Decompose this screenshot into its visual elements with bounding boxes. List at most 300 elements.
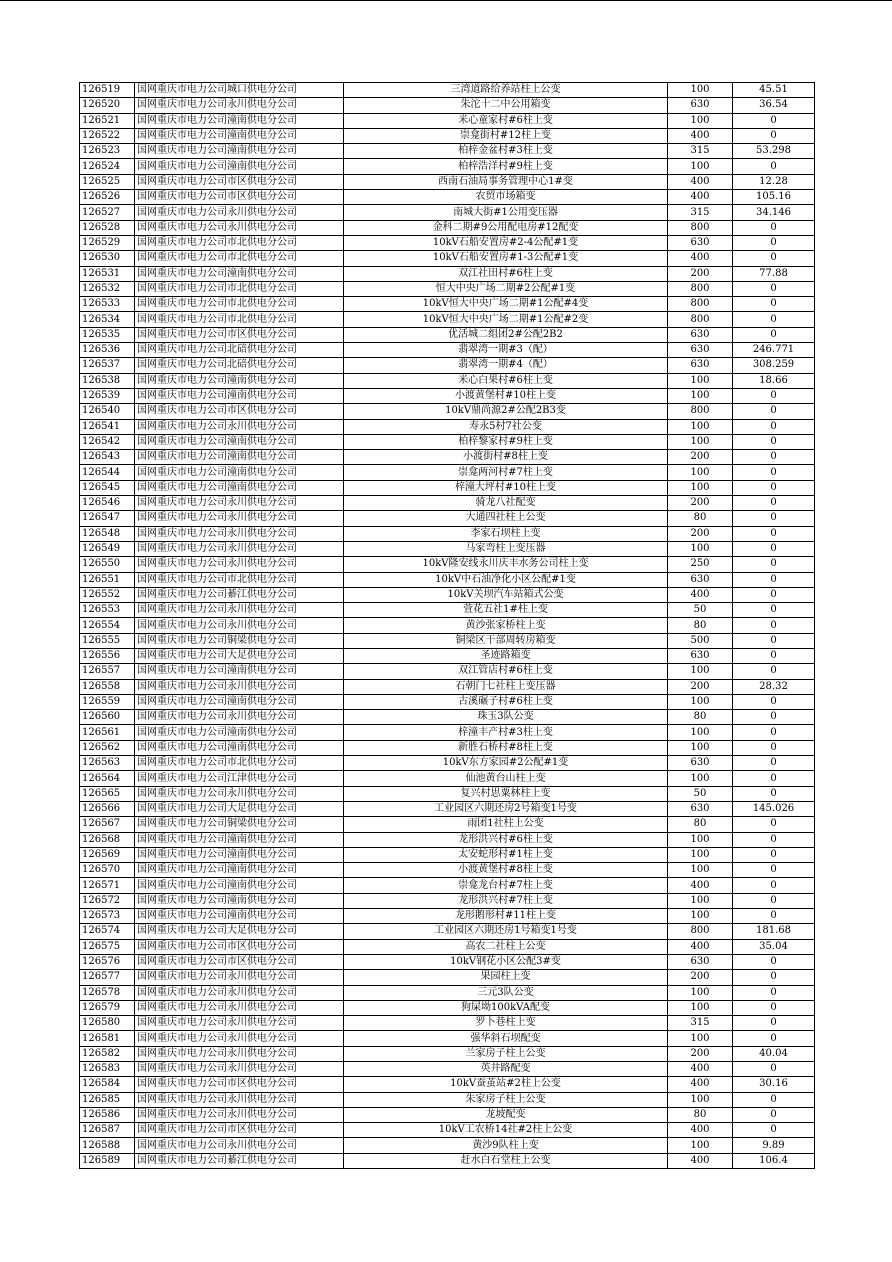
table-row: [80, 480, 815, 495]
table-row: [80, 83, 815, 98]
company-cell: 国网重庆市电力公司永川供电分公司: [135, 679, 344, 694]
company-cell: 国网重庆市电力公司潼南供电分公司: [135, 863, 344, 878]
load-cell: 105.16: [733, 190, 815, 205]
capacity-cell: 630: [668, 358, 733, 373]
company-cell: 国网重庆市电力公司市区供电分公司: [135, 190, 344, 205]
transformer-name-cell: 10kV关坝汽车站箱式公变: [344, 587, 668, 602]
row-id-cell: 126558: [80, 679, 135, 694]
table-row: [80, 832, 815, 847]
table-row: [80, 970, 815, 985]
company-cell: 国网重庆市电力公司大足供电分公司: [135, 924, 344, 939]
company-cell: 国网重庆市电力公司市区供电分公司: [135, 939, 344, 954]
capacity-cell: 100: [668, 985, 733, 1000]
load-cell: 0: [733, 954, 815, 969]
row-id-cell: 126528: [80, 220, 135, 235]
table-row: [80, 541, 815, 556]
table-row: [80, 633, 815, 648]
row-id-cell: 126527: [80, 205, 135, 220]
company-cell: 国网重庆市电力公司江津供电分公司: [135, 771, 344, 786]
table-row: [80, 557, 815, 572]
table-row: [80, 113, 815, 128]
load-cell: 0: [733, 740, 815, 755]
company-cell: 国网重庆市电力公司潼南供电分公司: [135, 909, 344, 924]
company-cell: 国网重庆市电力公司永川供电分公司: [135, 710, 344, 725]
table-row: [80, 924, 815, 939]
load-cell: 0: [733, 648, 815, 663]
company-cell: 国网重庆市电力公司潼南供电分公司: [135, 450, 344, 465]
capacity-cell: 200: [668, 1046, 733, 1061]
row-id-cell: 126521: [80, 113, 135, 128]
load-cell: 0: [733, 541, 815, 556]
row-id-cell: 126586: [80, 1107, 135, 1122]
transformer-name-cell: 恒大中央广场二期#2公配#1变: [344, 281, 668, 296]
company-cell: 国网重庆市电力公司市区供电分公司: [135, 1077, 344, 1092]
row-id-cell: 126541: [80, 419, 135, 434]
row-id-cell: 126589: [80, 1153, 135, 1168]
company-cell: 国网重庆市电力公司潼南供电分公司: [135, 266, 344, 281]
row-id-cell: 126547: [80, 511, 135, 526]
row-id-cell: 126538: [80, 373, 135, 388]
transformer-name-cell: 翡翠湾一期#3（配）: [344, 343, 668, 358]
page-top-rule: [0, 0, 892, 1]
load-cell: 0: [733, 633, 815, 648]
capacity-cell: 315: [668, 205, 733, 220]
company-cell: 国网重庆市电力公司城口供电分公司: [135, 83, 344, 98]
table-row: [80, 235, 815, 250]
transformer-name-cell: 10kV恒大中央广场二期#1公配#4变: [344, 297, 668, 312]
load-cell: 40.04: [733, 1046, 815, 1061]
capacity-cell: 400: [668, 1153, 733, 1168]
row-id-cell: 126526: [80, 190, 135, 205]
load-cell: 0: [733, 664, 815, 679]
capacity-cell: 400: [668, 128, 733, 143]
capacity-cell: 100: [668, 832, 733, 847]
row-id-cell: 126524: [80, 159, 135, 174]
table-row: [80, 710, 815, 725]
company-cell: 国网重庆市电力公司铜梁供电分公司: [135, 633, 344, 648]
company-cell: 国网重庆市电力公司潼南供电分公司: [135, 144, 344, 159]
company-cell: 国网重庆市电力公司市北供电分公司: [135, 756, 344, 771]
load-cell: 36.54: [733, 98, 815, 113]
transformer-name-cell: 翡翠湾一期#4（配）: [344, 358, 668, 373]
load-cell: 0: [733, 480, 815, 495]
capacity-cell: 200: [668, 679, 733, 694]
table-row: [80, 1077, 815, 1092]
transformer-name-cell: 龙形洪兴村#7柱上变: [344, 893, 668, 908]
load-cell: 0: [733, 909, 815, 924]
load-cell: 0: [733, 281, 815, 296]
table-row: [80, 648, 815, 663]
row-id-cell: 126575: [80, 939, 135, 954]
load-cell: 77.88: [733, 266, 815, 281]
capacity-cell: 100: [668, 1138, 733, 1153]
transformer-name-cell: 龙坡配变: [344, 1107, 668, 1122]
capacity-cell: 500: [668, 633, 733, 648]
transformer-name-cell: 黄沙9队柱上变: [344, 1138, 668, 1153]
capacity-cell: 100: [668, 113, 733, 128]
company-cell: 国网重庆市电力公司永川供电分公司: [135, 985, 344, 1000]
table-row: [80, 572, 815, 587]
load-cell: 0: [733, 450, 815, 465]
load-cell: 12.28: [733, 174, 815, 189]
capacity-cell: 630: [668, 756, 733, 771]
company-cell: 国网重庆市电力公司大足供电分公司: [135, 801, 344, 816]
table-row: [80, 220, 815, 235]
table-row: [80, 1123, 815, 1138]
row-id-cell: 126536: [80, 343, 135, 358]
load-cell: 0: [733, 388, 815, 403]
company-cell: 国网重庆市电力公司永川供电分公司: [135, 98, 344, 113]
transformer-name-cell: 仙池黄台山柱上变: [344, 771, 668, 786]
transformer-name-cell: 优活城二组团2#公配2B2: [344, 327, 668, 342]
capacity-cell: 100: [668, 694, 733, 709]
table-row: [80, 725, 815, 740]
capacity-cell: 250: [668, 557, 733, 572]
transformer-name-cell: 10kV东方家园#2公配#1变: [344, 756, 668, 771]
load-cell: 0: [733, 970, 815, 985]
transformer-name-cell: 三元3队公变: [344, 985, 668, 1000]
capacity-cell: 315: [668, 1016, 733, 1031]
table-row: [80, 511, 815, 526]
row-id-cell: 126567: [80, 817, 135, 832]
transformer-name-cell: 强华斜石坝配变: [344, 1031, 668, 1046]
capacity-cell: 400: [668, 1123, 733, 1138]
load-cell: 0: [733, 694, 815, 709]
row-id-cell: 126543: [80, 450, 135, 465]
load-cell: 18.66: [733, 373, 815, 388]
company-cell: 国网重庆市电力公司北碚供电分公司: [135, 358, 344, 373]
capacity-cell: 200: [668, 266, 733, 281]
load-cell: 0: [733, 618, 815, 633]
capacity-cell: 100: [668, 740, 733, 755]
row-id-cell: 126582: [80, 1046, 135, 1061]
transformer-name-cell: 李家石坝柱上变: [344, 526, 668, 541]
load-cell: 0: [733, 832, 815, 847]
table-row: [80, 909, 815, 924]
capacity-cell: 400: [668, 174, 733, 189]
transformer-name-cell: 工业园区六期还房1号箱变1号变: [344, 924, 668, 939]
capacity-cell: 400: [668, 190, 733, 205]
transformer-name-cell: 小渡街村#8柱上变: [344, 450, 668, 465]
table-row: [80, 694, 815, 709]
capacity-cell: 630: [668, 954, 733, 969]
load-cell: 0: [733, 419, 815, 434]
company-cell: 国网重庆市电力公司市北供电分公司: [135, 297, 344, 312]
transformer-name-cell: 寿永5村7社公变: [344, 419, 668, 434]
table-row: [80, 863, 815, 878]
row-id-cell: 126532: [80, 281, 135, 296]
row-id-cell: 126562: [80, 740, 135, 755]
capacity-cell: 200: [668, 526, 733, 541]
company-cell: 国网重庆市电力公司市区供电分公司: [135, 1123, 344, 1138]
row-id-cell: 126534: [80, 312, 135, 327]
row-id-cell: 126581: [80, 1031, 135, 1046]
transformer-name-cell: 10kV工农桥14社#2柱上公变: [344, 1123, 668, 1138]
row-id-cell: 126568: [80, 832, 135, 847]
capacity-cell: 200: [668, 450, 733, 465]
row-id-cell: 126553: [80, 603, 135, 618]
table-row: [80, 756, 815, 771]
load-cell: 0: [733, 817, 815, 832]
load-cell: 0: [733, 771, 815, 786]
capacity-cell: 800: [668, 297, 733, 312]
capacity-cell: 800: [668, 281, 733, 296]
load-cell: 35.04: [733, 939, 815, 954]
row-id-cell: 126560: [80, 710, 135, 725]
transformer-name-cell: 太安蛇形村#1柱上变: [344, 847, 668, 862]
transformer-name-cell: 10kV石船安置房#2-4公配#1变: [344, 235, 668, 250]
row-id-cell: 126550: [80, 557, 135, 572]
transformer-name-cell: 柏梓金盆村#3柱上变: [344, 144, 668, 159]
company-cell: 国网重庆市电力公司永川供电分公司: [135, 511, 344, 526]
table-row: [80, 450, 815, 465]
capacity-cell: 400: [668, 1062, 733, 1077]
row-id-cell: 126573: [80, 909, 135, 924]
load-cell: 28.32: [733, 679, 815, 694]
row-id-cell: 126587: [80, 1123, 135, 1138]
capacity-cell: 400: [668, 251, 733, 266]
company-cell: 国网重庆市电力公司永川供电分公司: [135, 205, 344, 220]
table-row: [80, 893, 815, 908]
transformer-name-cell: 农贸市场箱变: [344, 190, 668, 205]
transformer-name-cell: 英井路配变: [344, 1062, 668, 1077]
table-row: [80, 190, 815, 205]
transformer-name-cell: 崇龛两河村#7柱上变: [344, 465, 668, 480]
load-cell: 0: [733, 587, 815, 602]
load-cell: 0: [733, 312, 815, 327]
capacity-cell: 200: [668, 970, 733, 985]
capacity-cell: 100: [668, 1000, 733, 1015]
company-cell: 国网重庆市电力公司永川供电分公司: [135, 1138, 344, 1153]
table-row: [80, 1138, 815, 1153]
load-cell: 0: [733, 756, 815, 771]
table-row: [80, 1153, 815, 1168]
table-row: [80, 465, 815, 480]
capacity-cell: 100: [668, 725, 733, 740]
transformer-name-cell: 马家弯柱上变压器: [344, 541, 668, 556]
transformer-name-cell: 狗屎坳100kVA配变: [344, 1000, 668, 1015]
row-id-cell: 126548: [80, 526, 135, 541]
load-cell: 0: [733, 1062, 815, 1077]
transformer-name-cell: 兰家房子柱上公变: [344, 1046, 668, 1061]
row-id-cell: 126544: [80, 465, 135, 480]
row-id-cell: 126552: [80, 587, 135, 602]
capacity-cell: 630: [668, 648, 733, 663]
load-cell: 30.16: [733, 1077, 815, 1092]
table-row: [80, 1092, 815, 1107]
load-cell: 0: [733, 1016, 815, 1031]
table-row: [80, 404, 815, 419]
transformer-name-cell: 金科二期#9公用配电房#12配变: [344, 220, 668, 235]
row-id-cell: 126542: [80, 434, 135, 449]
table-row: [80, 327, 815, 342]
transformer-name-cell: 工业园区六期还房2号箱变1号变: [344, 801, 668, 816]
capacity-cell: 100: [668, 541, 733, 556]
transformer-name-cell: 小渡黄堡村#8柱上变: [344, 863, 668, 878]
capacity-cell: 80: [668, 1107, 733, 1122]
company-cell: 国网重庆市电力公司市北供电分公司: [135, 251, 344, 266]
capacity-cell: 630: [668, 235, 733, 250]
capacity-cell: 100: [668, 83, 733, 98]
table-row: [80, 618, 815, 633]
transformer-name-cell: 柏梓浩洋村#9柱上变: [344, 159, 668, 174]
company-cell: 国网重庆市电力公司潼南供电分公司: [135, 740, 344, 755]
row-id-cell: 126530: [80, 251, 135, 266]
load-cell: 0: [733, 572, 815, 587]
capacity-cell: 400: [668, 1077, 733, 1092]
transformer-name-cell: 双江社田村#6柱上变: [344, 266, 668, 281]
table-row: [80, 847, 815, 862]
transformer-name-cell: 10kV恒大中央广场二期#1公配#2变: [344, 312, 668, 327]
transformer-name-cell: 龙形洪兴村#6柱上变: [344, 832, 668, 847]
company-cell: 国网重庆市电力公司潼南供电分公司: [135, 159, 344, 174]
transformer-name-cell: 骑龙八社配变: [344, 496, 668, 511]
capacity-cell: 100: [668, 909, 733, 924]
company-cell: 国网重庆市电力公司市北供电分公司: [135, 572, 344, 587]
load-cell: 0: [733, 251, 815, 266]
row-id-cell: 126556: [80, 648, 135, 663]
company-cell: 国网重庆市电力公司綦江供电分公司: [135, 587, 344, 602]
transformer-name-cell: 崇龛街村#12柱上变: [344, 128, 668, 143]
company-cell: 国网重庆市电力公司潼南供电分公司: [135, 373, 344, 388]
capacity-cell: 100: [668, 1031, 733, 1046]
company-cell: 国网重庆市电力公司铜梁供电分公司: [135, 817, 344, 832]
table-row: [80, 343, 815, 358]
company-cell: 国网重庆市电力公司永川供电分公司: [135, 1000, 344, 1015]
table-row: [80, 159, 815, 174]
load-cell: 0: [733, 847, 815, 862]
capacity-cell: 100: [668, 893, 733, 908]
capacity-cell: 630: [668, 343, 733, 358]
company-cell: 国网重庆市电力公司永川供电分公司: [135, 496, 344, 511]
table-row: [80, 664, 815, 679]
capacity-cell: 50: [668, 603, 733, 618]
transformer-name-cell: 果园柱上变: [344, 970, 668, 985]
load-cell: 0: [733, 725, 815, 740]
capacity-cell: 100: [668, 863, 733, 878]
company-cell: 国网重庆市电力公司永川供电分公司: [135, 419, 344, 434]
row-id-cell: 126577: [80, 970, 135, 985]
company-cell: 国网重庆市电力公司潼南供电分公司: [135, 664, 344, 679]
table-row: [80, 740, 815, 755]
company-cell: 国网重庆市电力公司永川供电分公司: [135, 618, 344, 633]
load-cell: 0: [733, 434, 815, 449]
table-row: [80, 954, 815, 969]
transformer-name-cell: 铜梁区干部周转房箱变: [344, 633, 668, 648]
table-row: [80, 1062, 815, 1077]
row-id-cell: 126580: [80, 1016, 135, 1031]
load-cell: 0: [733, 235, 815, 250]
table-row: [80, 174, 815, 189]
capacity-cell: 50: [668, 786, 733, 801]
row-id-cell: 126557: [80, 664, 135, 679]
transformer-name-cell: 10kV钢花小区公配3#变: [344, 954, 668, 969]
transformer-name-cell: 复兴村思粟林柱上变: [344, 786, 668, 801]
transformer-name-cell: 10kV蚕茧站#2柱上公变: [344, 1077, 668, 1092]
row-id-cell: 126520: [80, 98, 135, 113]
transformer-name-cell: 赶水白石堂柱上公变: [344, 1153, 668, 1168]
table-row: [80, 939, 815, 954]
transformer-name-cell: 新胜石桥村#8柱上变: [344, 740, 668, 755]
table-row: [80, 388, 815, 403]
table-row: [80, 312, 815, 327]
company-cell: 国网重庆市电力公司北碚供电分公司: [135, 343, 344, 358]
load-cell: 0: [733, 113, 815, 128]
table-row: [80, 985, 815, 1000]
load-cell: 0: [733, 496, 815, 511]
table-row: [80, 98, 815, 113]
load-cell: 0: [733, 1031, 815, 1046]
row-id-cell: 126564: [80, 771, 135, 786]
transformer-name-cell: 萱花五社1#柱上变: [344, 603, 668, 618]
company-cell: 国网重庆市电力公司永川供电分公司: [135, 1092, 344, 1107]
row-id-cell: 126570: [80, 863, 135, 878]
load-cell: 34.146: [733, 205, 815, 220]
capacity-cell: 630: [668, 572, 733, 587]
row-id-cell: 126531: [80, 266, 135, 281]
transformer-name-cell: 10kV鼎尚源2#公配2B3变: [344, 404, 668, 419]
transformer-name-cell: 崇龛龙台村#7柱上变: [344, 878, 668, 893]
table-row: [80, 526, 815, 541]
capacity-cell: 800: [668, 312, 733, 327]
transformer-name-cell: 10kV隆安线永川庆丰水务公司柱上变: [344, 557, 668, 572]
load-cell: 0: [733, 511, 815, 526]
table-row: [80, 603, 815, 618]
transformer-name-cell: 石朝门七社柱上变压器: [344, 679, 668, 694]
load-cell: 0: [733, 878, 815, 893]
table-row: [80, 128, 815, 143]
load-cell: 0: [733, 297, 815, 312]
load-cell: 0: [733, 603, 815, 618]
transformer-name-cell: 小渡黄堡村#10柱上变: [344, 388, 668, 403]
capacity-cell: 100: [668, 373, 733, 388]
row-id-cell: 126537: [80, 358, 135, 373]
row-id-cell: 126519: [80, 83, 135, 98]
transformer-name-cell: 高农二社柱上公变: [344, 939, 668, 954]
row-id-cell: 126549: [80, 541, 135, 556]
load-cell: 181.68: [733, 924, 815, 939]
table-row: [80, 1031, 815, 1046]
row-id-cell: 126559: [80, 694, 135, 709]
capacity-cell: 100: [668, 1092, 733, 1107]
row-id-cell: 126569: [80, 847, 135, 862]
capacity-cell: 630: [668, 801, 733, 816]
row-id-cell: 126523: [80, 144, 135, 159]
load-cell: 0: [733, 893, 815, 908]
company-cell: 国网重庆市电力公司永川供电分公司: [135, 526, 344, 541]
capacity-cell: 315: [668, 144, 733, 159]
load-cell: 0: [733, 786, 815, 801]
load-cell: 0: [733, 220, 815, 235]
load-cell: 145.026: [733, 801, 815, 816]
transformer-name-cell: 朱家房子柱上公变: [344, 1092, 668, 1107]
table-row: [80, 587, 815, 602]
table-row: [80, 1016, 815, 1031]
capacity-cell: 800: [668, 220, 733, 235]
table-row: [80, 1046, 815, 1061]
transformer-name-cell: 10kV石船安置房#1-3公配#1变: [344, 251, 668, 266]
transformer-name-cell: 双江管店村#6柱上变: [344, 664, 668, 679]
row-id-cell: 126572: [80, 893, 135, 908]
table-row: [80, 496, 815, 511]
capacity-cell: 80: [668, 618, 733, 633]
company-cell: 国网重庆市电力公司潼南供电分公司: [135, 388, 344, 403]
load-cell: 0: [733, 327, 815, 342]
company-cell: 国网重庆市电力公司市区供电分公司: [135, 954, 344, 969]
load-cell: 0: [733, 1000, 815, 1015]
transformer-name-cell: 西南石油局事务管理中心1#变: [344, 174, 668, 189]
table-row: [80, 205, 815, 220]
